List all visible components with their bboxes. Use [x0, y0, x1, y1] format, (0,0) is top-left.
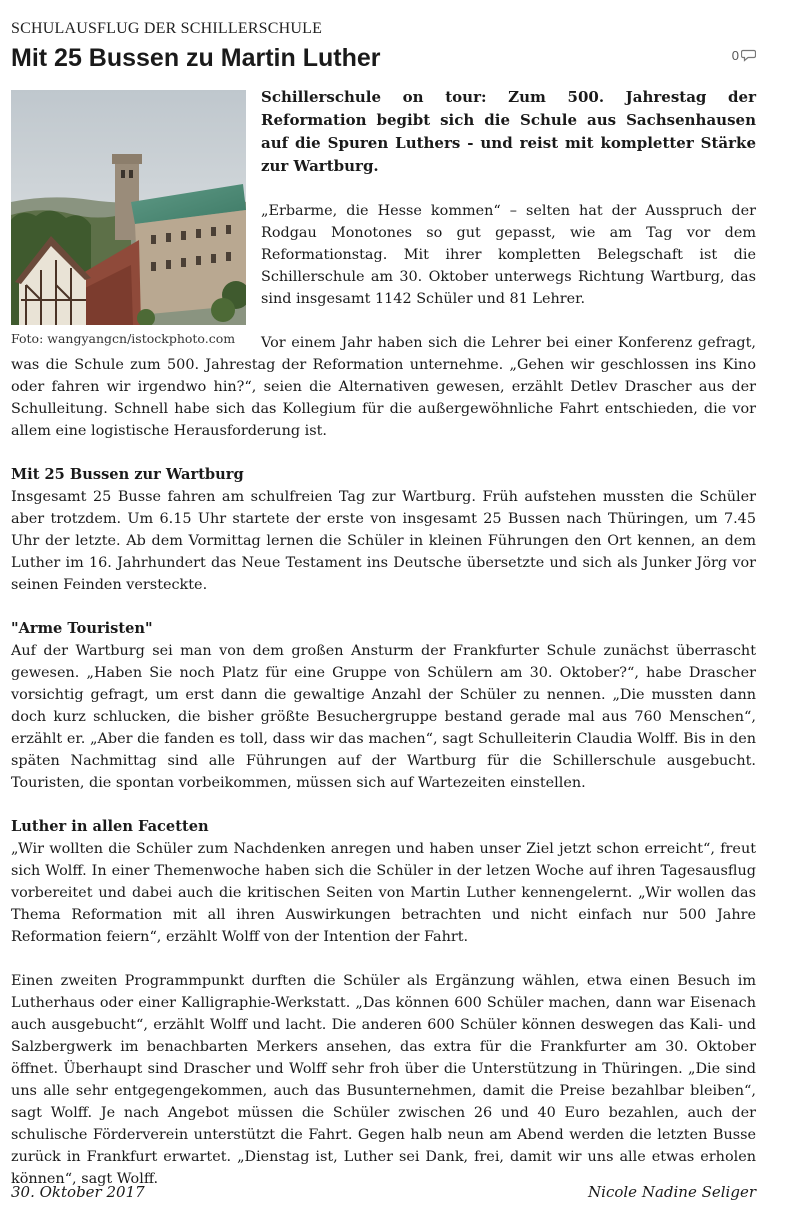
paragraph: „Wir wollten die Schüler zum Nachdenken anregen und haben unser Ziel jetzt schon erreicht“, freut sich Wolff. In einer Themenwoche haben sich die Schüler in der letzen Woche auf ihren Tagesausflug vorbereitet und dabei auch die kritischen Seiten von Martin Luther kennengelernt. „Wir wollen das Thema Reformation mit all ihren Auswirkungen betrachten und nicht einfach nur 500 Jahre Reformation feiern“, erzählt Wolff von der Intention der Fahrt. — [11, 841, 756, 945]
article-kicker: SCHULAUSFLUG DER SCHILLERSCHULE — [11, 20, 323, 37]
section-heading: Luther in allen Facetten — [11, 818, 209, 835]
comment-count: 0 — [731, 48, 739, 63]
paragraph: Auf der Wartburg sei man von dem großen Ansturm der Frankfurter Schule zunächst überrascht gewesen. „Haben Sie noch Platz für eine Gruppe von Schülern am 30. Oktober?“, habe Drascher vorsichtig gefragt, um erst dann die gewaltige Anzahl der Schüler zu nennen. „Die mussten dann doch kurz schlucken, die bisher größte Besuchergruppe bestand gerade mal aus 760 Menschen“, erzählt er. „Aber die fanden es toll, dass wir das machen“, sagt Schulleiterin Claudia Wolff. Bis in den späten Nachmittag sind alle Führungen auf der Wartburg für die Schillerschule ausgebucht. Touristen, die spontan vorbeikommen, müssen sich auf Wartezeiten einstellen. — [11, 643, 756, 791]
paragraph: Vor einem Jahr haben sich die Lehrer bei einer Konferenz gefragt, was die Schule zum 500. Jahrestag der Reformation unternehme. „Gehen wir geschlossen ins Kino oder fahren wir irgendwo hin?“, seien die Alternativen gewesen, erzählt Detlev Drascher aus der Schulleitung. Schnell habe sich das Kollegium für die außergewöhnliche Fahrt entschieden, die vor allem eine logistische Herausforderung ist. — [11, 335, 756, 439]
article-author: Nicole Nadine Seliger — [588, 1183, 756, 1201]
article-footer — [11, 1183, 756, 1201]
paragraph: „Erbarme, die Hesse kommen“ – selten hat der Ausspruch der Rodgau Monotones so gut gepasst, wie am Tag vor dem Reformationstag. Mit ihrer kompletten Belegschaft ist die Schillerschule am 30. Oktober unterwegs Richtung Wartburg, das sind insgesamt 1142 Schüler und 81 Lehrer. — [261, 203, 756, 307]
article-body — [11, 86, 756, 1212]
section-heading: Mit 25 Bussen zur Wartburg — [11, 466, 244, 483]
section-heading: "Arme Touristen" — [11, 620, 153, 637]
paragraph: Insgesamt 25 Busse fahren am schulfreien Tag zur Wartburg. Früh aufstehen mussten die Schüler aber trotzdem. Um 6.15 Uhr startete der erste von insgesamt 25 Bussen nach Thüringen, um 7.45 Uhr der letzte. Ab dem Vormittag lernen die Schüler in kleinen Führungen den Ort kennen, an dem Luther im 16. Jahrhundert das Neue Testament ins Deutsche übersetzte und sich als Junker Jörg vor seinen Feinden versteckte. — [11, 489, 756, 593]
article-date: 30. Oktober 2017 — [11, 1183, 145, 1201]
article-title: Mit 25 Bussen zu Martin Luther — [11, 44, 381, 72]
article-lead: Schillerschule on tour: Zum 500. Jahrestag der Reformation begibt sich die Schule aus Sachsenhausen auf die Spuren Luthers - und reist mit kompletter Stärke zur Wartburg. — [261, 88, 756, 175]
figure-spacer — [11, 86, 261, 344]
paragraph: Einen zweiten Programmpunkt durften die Schüler als Ergänzung wählen, etwa einen Besuch im Lutherhaus oder einer Kalligraphie-Werkstatt. „Das können 600 Schüler machen, dann war Eisenach auch ausgebucht“, erzählt Wolff und lacht. Die anderen 600 Schüler können deswegen das Kali- und Salzbergwerk im benachbarten Merkers ansehen, das extra für die Frankfurter am 30. Oktober öffnet. Überhaupt sind Drascher und Wolff sehr froh über die Unterstützung in Thüringen. „Die sind uns alle sehr entgegengekommen, auch das Busunternehmen, damit die Preise bezahlbar bleiben“, sagt Wolff. Je nach Angebot müssen die Schüler zwischen 26 und 40 Euro bezahlen, auch der schulische Förderverein unterstützt die Fahrt. Gegen halb neun am Abend werden die letzten Busse zurück in Frankfurt erwartet. „Dienstag ist, Luther sei Dank, frei, damit wir uns alle etwas erholen können“, sagt Wolff. — [11, 973, 756, 1187]
comment-count-link[interactable] — [732, 48, 756, 63]
speech-bubble-icon — [741, 49, 756, 62]
image-caption: Foto: wangyangcn/istockphoto.com — [11, 331, 236, 346]
